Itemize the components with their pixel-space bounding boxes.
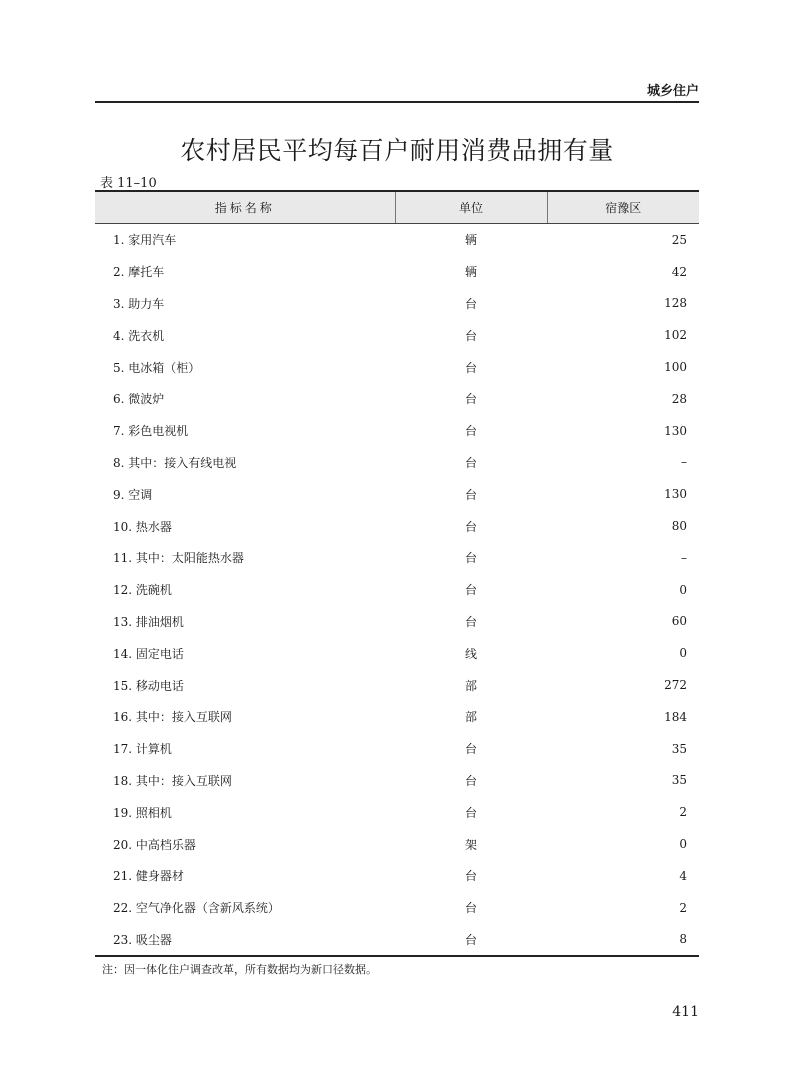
row-value-cell: – xyxy=(681,455,687,470)
row-name-cell: 10. 热水器 xyxy=(113,519,172,534)
row-unit-cell: 台 xyxy=(464,583,477,598)
row-name-cell: 22. 空气净化器（含新风系统） xyxy=(113,901,280,916)
row-unit-cell: 台 xyxy=(464,424,477,439)
table-row xyxy=(95,860,699,892)
row-name-cell: 9. 空调 xyxy=(113,487,153,502)
row-value-cell: 8 xyxy=(547,924,699,957)
row-name-cell: 13. 排油烟机 xyxy=(113,614,184,629)
row-unit-cell: 辆 xyxy=(464,233,477,248)
row-unit-cell: 台 xyxy=(395,924,547,957)
column-header-unit: 单位 xyxy=(395,191,547,224)
row-unit-cell: 台 xyxy=(464,901,477,916)
row-name-cell: 20. 中高档乐器 xyxy=(113,837,196,852)
table-row xyxy=(95,478,699,510)
row-value-cell: 272 xyxy=(664,678,687,693)
row-value-cell: 80 xyxy=(671,519,687,534)
row-unit-cell: 辆 xyxy=(464,265,477,280)
row-name-cell: 18. 其中：接入互联网 xyxy=(113,773,232,788)
table-body xyxy=(95,224,699,957)
row-value-cell: 35 xyxy=(671,773,687,788)
row-unit-cell: 台 xyxy=(464,551,477,566)
row-name-cell: 15. 移动电话 xyxy=(113,678,184,693)
table-row xyxy=(95,733,699,765)
row-value-cell: 0 xyxy=(679,646,687,661)
row-name-cell: 11. 其中：太阳能热水器 xyxy=(113,551,244,566)
table-row xyxy=(95,828,699,860)
row-unit-cell: 架 xyxy=(464,837,477,852)
row-value-cell: 35 xyxy=(671,741,687,756)
row-name-cell: 14. 固定电话 xyxy=(113,646,184,661)
page-title: 农村居民平均每百户耐用消费品拥有量 xyxy=(180,136,614,165)
table-row xyxy=(95,765,699,797)
row-name-cell: 21. 健身器材 xyxy=(113,869,184,884)
table-row xyxy=(95,319,699,351)
row-name-cell: 8. 其中：接入有线电视 xyxy=(113,455,237,470)
row-value-cell: 102 xyxy=(664,328,687,343)
row-unit-cell: 台 xyxy=(464,455,477,470)
table-header-row xyxy=(95,191,699,224)
row-name-cell: 7. 彩色电视机 xyxy=(113,424,189,439)
row-unit-cell: 部 xyxy=(464,678,477,693)
table-row xyxy=(95,701,699,733)
row-name-cell: 5. 电冰箱（柜） xyxy=(113,360,201,375)
row-unit-cell: 台 xyxy=(464,773,477,788)
header-rule xyxy=(95,101,699,103)
row-unit-cell: 线 xyxy=(464,646,477,661)
row-value-cell: 128 xyxy=(664,296,687,311)
table-row xyxy=(95,224,699,256)
row-name-cell: 16. 其中：接入互联网 xyxy=(113,710,232,725)
table-row xyxy=(95,924,699,957)
row-unit-cell: 台 xyxy=(464,392,477,407)
column-header-name: 指标名称 xyxy=(95,191,395,224)
row-name-cell: 17. 计算机 xyxy=(113,742,172,757)
row-value-cell: – xyxy=(681,550,687,565)
row-value-cell: 4 xyxy=(679,868,687,883)
row-unit-cell: 部 xyxy=(464,710,477,725)
row-value-cell: 42 xyxy=(671,264,687,279)
row-unit-cell: 台 xyxy=(464,519,477,534)
table-row xyxy=(95,542,699,574)
row-name-cell: 1. 家用汽车 xyxy=(113,233,177,248)
table-row xyxy=(95,574,699,606)
row-unit-cell: 台 xyxy=(464,869,477,884)
table-row xyxy=(95,415,699,447)
table-row xyxy=(95,351,699,383)
table-row xyxy=(95,606,699,638)
table-row xyxy=(95,447,699,479)
table-row xyxy=(95,796,699,828)
data-table xyxy=(95,190,699,957)
row-value-cell: 2 xyxy=(679,900,687,915)
row-unit-cell: 台 xyxy=(464,805,477,820)
table-row xyxy=(95,637,699,669)
column-header-suyu: 宿豫区 xyxy=(547,191,699,224)
row-value-cell: 100 xyxy=(664,360,687,375)
row-name-cell: 23. 吸尘器 xyxy=(95,924,395,957)
row-name-cell: 4. 洗衣机 xyxy=(113,328,165,343)
row-unit-cell: 台 xyxy=(464,328,477,343)
footnote: 注：因一体化住户调查改革，所有数据均为新口径数据。 xyxy=(102,963,377,976)
table-row xyxy=(95,510,699,542)
row-value-cell: 60 xyxy=(671,614,687,629)
row-name-cell: 2. 摩托车 xyxy=(113,265,165,280)
row-unit-cell: 台 xyxy=(464,614,477,629)
row-unit-cell: 台 xyxy=(464,360,477,375)
row-value-cell: 25 xyxy=(671,232,687,247)
table-row xyxy=(95,383,699,415)
table-row xyxy=(95,256,699,288)
row-value-cell: 130 xyxy=(664,487,687,502)
row-name-cell: 6. 微波炉 xyxy=(113,392,165,407)
row-unit-cell: 台 xyxy=(464,742,477,757)
row-value-cell: 28 xyxy=(671,391,687,406)
table-row xyxy=(95,288,699,320)
row-value-cell: 0 xyxy=(679,837,687,852)
row-value-cell: 130 xyxy=(664,423,687,438)
page-number: 411 xyxy=(672,1004,699,1020)
row-name-cell: 19. 照相机 xyxy=(113,805,172,820)
row-value-cell: 184 xyxy=(664,709,687,724)
row-name-cell: 3. 助力车 xyxy=(113,296,165,311)
table-label: 表 11–10 xyxy=(100,176,157,191)
running-head: 城乡住户 xyxy=(646,84,699,99)
row-unit-cell: 台 xyxy=(464,487,477,502)
row-unit-cell: 台 xyxy=(464,296,477,311)
table-row xyxy=(95,892,699,924)
table-row xyxy=(95,669,699,701)
row-value-cell: 2 xyxy=(679,805,687,820)
row-value-cell: 0 xyxy=(679,582,687,597)
row-name-cell: 12. 洗碗机 xyxy=(113,583,172,598)
